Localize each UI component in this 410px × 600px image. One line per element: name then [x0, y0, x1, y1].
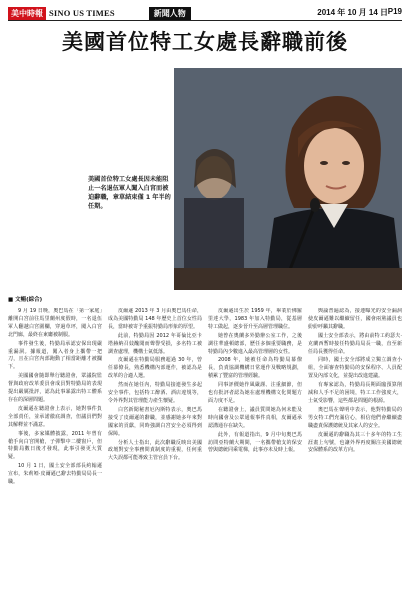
- article-paragraph: 國土安全部表示，將由前特工約瑟夫·克蘭西暫時接任特勤局局長一職，直至新任局長獲得任命。: [308, 332, 402, 355]
- article-paragraph: 美國國會隨即舉行聽證會，眾議院監督與政府改革委員會成員對特勤局的表現提出嚴厲批評，認為此事暴露出特工體系存在的深層問題。: [8, 373, 102, 403]
- masthead-logo-cn: 美中時報: [8, 7, 46, 20]
- masthead-logo-en: SINO US TIMES: [49, 8, 115, 18]
- photo-caption: 美國首位特工女處長因未能阻止一名退伍軍人闖入白宮而被迫辭職，章草結束僅 1 年半的任期。: [88, 176, 171, 210]
- article-paragraph: 皮爾遜的辭職為其三十多年的特工生涯畫上句號，也讓外界再度關注美國總統安保體系的改革方向。: [308, 431, 402, 454]
- article-paragraph: 事後，多家媒體披露，2011 年曾有槍手向白宮開槍，子彈擊中二樓窗戶，但特勤局數日後才發現，此事引發更大質疑。: [8, 430, 102, 461]
- article-paragraph: 此外，有報道指出，9 月中旬奧巴馬訪問亞特蘭大期間，一名攜帶槍支的保安曾與總統同乘電梯，此事亦未及時上報。: [208, 431, 302, 454]
- article-paragraph: 她曾在奧蘭多外勤辦公室工作，之後調往華盛頓總部，歷任多個重要職務，是特勤局內少數進入最高管理層的女性。: [208, 332, 302, 355]
- article-paragraph: 皮爾遜出生於 1959 年，畢業於佛羅里達大學，1983 年加入特勤局，從基層特工做起，逐步晉升至高層管理職位。: [208, 308, 302, 330]
- article-paragraph: 2008 年，她被任命為特勤局幕僚長，負責協調機構日常運作及戰略規劃，積累了豐富的管理經驗。: [208, 357, 302, 380]
- article-paragraph: 皮爾遜 2013 年 3 月由奧巴馬任命，成為美國特勤局 148 年歷史上首位女性局長，當時被寄予重振特勤局形象的厚望。: [108, 308, 202, 330]
- issue-date: 2014 年 10 月 14 日: [317, 8, 388, 17]
- article-column: [308, 308, 402, 592]
- article-paragraph: 事件發生後，特勤局承認安保出現嚴重漏洞。據報道，闖入者身上攜帶一把刀，且在白宮內部跑動了相當距離才被攔下。: [8, 340, 102, 371]
- section-tag: 新聞人物: [149, 7, 191, 20]
- photo-illustration: [174, 68, 402, 290]
- article-paragraph: 皮爾遜在特勤局服務超過 30 年，曾任幕僚長，熟悉機構內部運作，被認為是改革的合適人選。: [108, 357, 202, 380]
- article-paragraph: 分析人士指出，此次辭職反映出美國政壇對安全事務問責制度的重視，任何重大失誤都可能導致主管官員下台。: [108, 439, 202, 462]
- article-paragraph: 10 月 1 日，國土安全部部長約翰遜宣布，朱莉婭·皮爾遜已辭去特勤局局長一職。: [8, 463, 102, 486]
- article-column: [208, 308, 302, 592]
- article-column: [8, 308, 102, 592]
- article-paragraph: 皮爾遜在聽證會上表示，她對事件負全部責任，並承諾徹底調查，但議員們對其解釋並不滿意。: [8, 405, 102, 428]
- article-body: [8, 308, 402, 592]
- article-paragraph: 輿論普遍認為，接連曝光的安全漏洞使皮爾遜難以繼續留任，國會兩黨議員也紛紛呼籲其辭職。: [308, 308, 402, 330]
- article-paragraph: 此前，特勤局因 2012 年哥倫比亞卡塔赫納召妓醜聞而聲譽受損，多名特工被調查處理，機構士氣低落。: [108, 332, 202, 355]
- article-paragraph: 有專家認為，特勤局長期面臨預算削減和人手不足的困境，特工工作強度大，士氣受影響，這些都是問題的根源。: [308, 382, 402, 404]
- article-column: [108, 308, 202, 592]
- news-photo: [174, 68, 402, 290]
- article-paragraph: 然而在她任內，特勤局接連發生多起安全事件，包括特工醉酒、酒店違規等，令外界對其管理能力產生懷疑。: [108, 382, 202, 404]
- article-paragraph: 奧巴馬在聲明中表示，他對特勤局的男女特工們充滿信心，相信他們會繼續盡職盡責保護總統及其家人的安全。: [308, 406, 402, 429]
- article-paragraph: 同時，國土安全部將成立獨立調查小組，全面審查特勤局的安保程序、人員配置及內部文化，並提出改進建議。: [308, 357, 402, 380]
- page-number: P19: [387, 7, 402, 16]
- article-paragraph: 同事評價她作風嚴謹、注重細節，但也有批評者認為她在處理機構文化問題方面力度不足。: [208, 382, 302, 404]
- article-paragraph: 9 月 19 日晚，奧巴馬在「第一家庭」離開白宮前往馬里蘭州度假時，一名退伍軍人翻越白宮圍欄，穿過草坪，闖入白宮北門廊，最終在東廳被制服。: [8, 308, 102, 338]
- headline: 美國首位特工女處長辭職前後: [62, 29, 348, 54]
- article-paragraph: 在聽證會上，議員質問她為何未能及時向國會及公眾通報事件真相，皮爾遜承認溝通存在缺失。: [208, 406, 302, 429]
- byline: ■ 文暢(綜合): [8, 297, 43, 303]
- masthead: [8, 6, 402, 21]
- article-paragraph: 白宮新聞秘書厄內斯特表示，奧巴馬接受了皮爾遜的辭職，並感謝她多年來對國家的貢獻，同時強調白宮安全必須得到保障。: [108, 406, 202, 437]
